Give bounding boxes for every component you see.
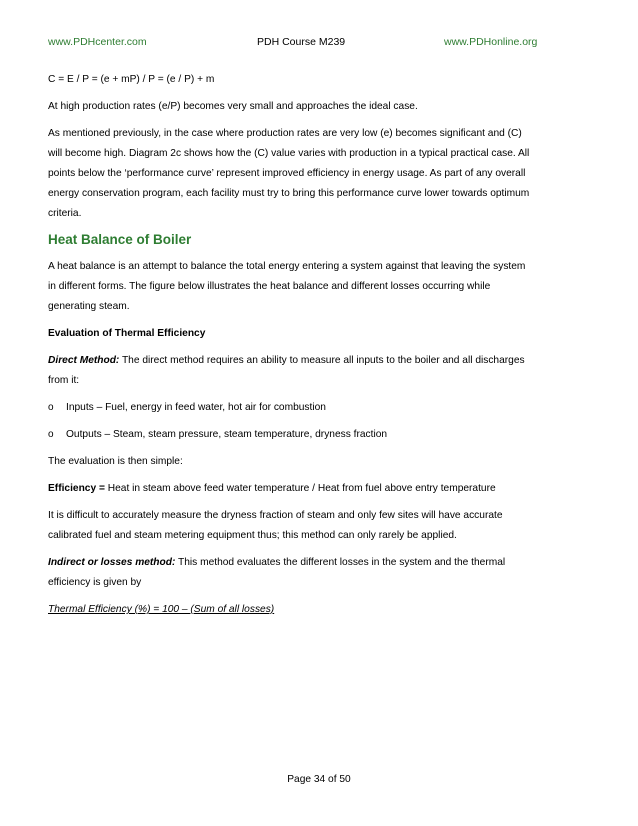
paragraph-heat-balance: A heat balance is an attempt to balance the total energy entering a system against that leaving the system in different forms. The figure below illustrates the heat balance and different losses occurring while generating steam. <box>48 261 526 312</box>
pdhcenter-link[interactable]: www.PDHcenter.com <box>48 36 147 48</box>
page-number: Page 34 of 50 <box>287 774 351 785</box>
paragraph-dryness: It is difficult to accurately measure the dryness fraction of steam and only few sites will have accurate calibrated fuel and steam metering equipment thus; this method can only rarely be applied. <box>48 510 503 541</box>
bullet-icon: o <box>48 429 54 440</box>
pdhonline-link[interactable]: www.PDHonline.org <box>444 36 538 48</box>
course-title: PDH Course M239 <box>257 36 346 48</box>
page-content <box>48 70 543 627</box>
subheading-evaluation: Evaluation of Thermal Efficiency <box>48 328 206 339</box>
indirect-method-label: Indirect or losses method: <box>48 557 176 568</box>
thermal-efficiency-formula: Thermal Efficiency (%) = 100 – (Sum of all losses) <box>48 604 275 615</box>
efficiency-label: Efficiency = <box>48 483 105 494</box>
direct-method-label: Direct Method: <box>48 355 120 366</box>
list-item: o Outputs – Steam, steam pressure, steam temperature, dryness fraction <box>48 425 543 445</box>
paragraph-evaluation: The evaluation is then simple: <box>48 456 183 467</box>
paragraph-direct-method: Direct Method: The direct method requires an ability to measure all inputs to the boiler and all discharges from it: <box>48 355 525 386</box>
efficiency-formula: Efficiency = Heat in steam above feed water temperature / Heat from fuel above entry temperature <box>48 483 496 494</box>
page-header <box>48 36 538 52</box>
cost-formula: C = E / P = (e + mP) / P = (e / P) + m <box>48 74 215 85</box>
section-heading: Heat Balance of Boiler <box>48 232 192 247</box>
list-item: o Inputs – Fuel, energy in feed water, hot air for combustion <box>48 398 543 418</box>
paragraph-high-production: At high production rates (e/P) becomes very small and approaches the ideal case. <box>48 101 418 112</box>
paragraph-low-production: As mentioned previously, in the case where production rates are very low (e) becomes significant and (C) will become high. Diagram 2c shows how the (C) value varies with production in a typical practical case. All points below the ‘performance curve’ represent improved efficiency in energy usage. As part of any overall energy conservation program, each facility must try to bring this performance curve lower towards optimum criteria. <box>48 128 530 219</box>
paragraph-indirect-method: Indirect or losses method: This method evaluates the different losses in the system and the thermal efficiency is given by <box>48 557 506 588</box>
bullet-icon: o <box>48 402 54 413</box>
